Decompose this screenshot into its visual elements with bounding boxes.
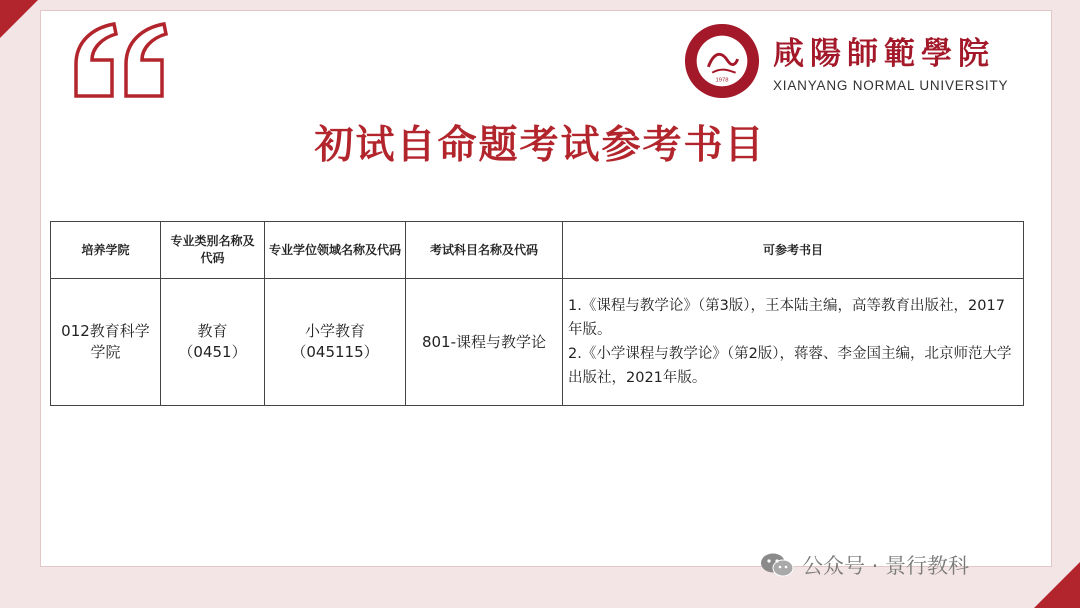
school-name-cn: 咸陽師範學院	[773, 36, 995, 72]
category-name: 教育	[197, 322, 228, 340]
cell-college: 012教育科学学院	[51, 279, 161, 406]
cell-field	[265, 279, 406, 406]
cell-books	[563, 279, 1024, 406]
page-title: 初试自命题考试参考书目	[314, 123, 766, 168]
field-code: （045115）	[291, 343, 379, 361]
corner-triangle-top-left	[0, 0, 38, 38]
wechat-icon	[760, 552, 794, 578]
header-subject: 考试科目名称及代码	[406, 222, 563, 279]
corner-triangle-bottom-right	[1034, 562, 1080, 608]
header-field: 专业学位领域名称及代码	[265, 222, 406, 279]
table-row	[51, 279, 1024, 406]
category-code: （0451）	[178, 343, 247, 361]
cell-subject: 801-课程与教学论	[406, 279, 563, 406]
wechat-watermark	[760, 551, 969, 579]
book-item-1: 1.《课程与教学论》（第3版），王本陆主编，高等教育出版社，2017年版。	[568, 298, 1005, 338]
university-seal-icon	[683, 22, 761, 100]
quote-mark-icon	[70, 20, 170, 100]
school-name-en: XIANYANG NORMAL UNIVERSITY	[773, 78, 1009, 93]
book-item-2: 2.《小学课程与教学论》（第2版），蒋蓉、李金国主编，北京师范大学出版社，2021年版。	[568, 346, 1012, 386]
university-logo	[683, 22, 1033, 106]
header-category: 专业类别名称及代码	[161, 222, 265, 279]
header-books: 可参考书目	[563, 222, 1024, 279]
seal-year: 1978	[715, 77, 729, 84]
cell-category	[161, 279, 265, 406]
header-college: 培养学院	[51, 222, 161, 279]
reference-books-table	[50, 221, 1024, 406]
watermark-text: 公众号 · 景行教科	[802, 554, 970, 578]
field-name: 小学教育	[304, 322, 365, 340]
table-header-row	[51, 222, 1024, 279]
